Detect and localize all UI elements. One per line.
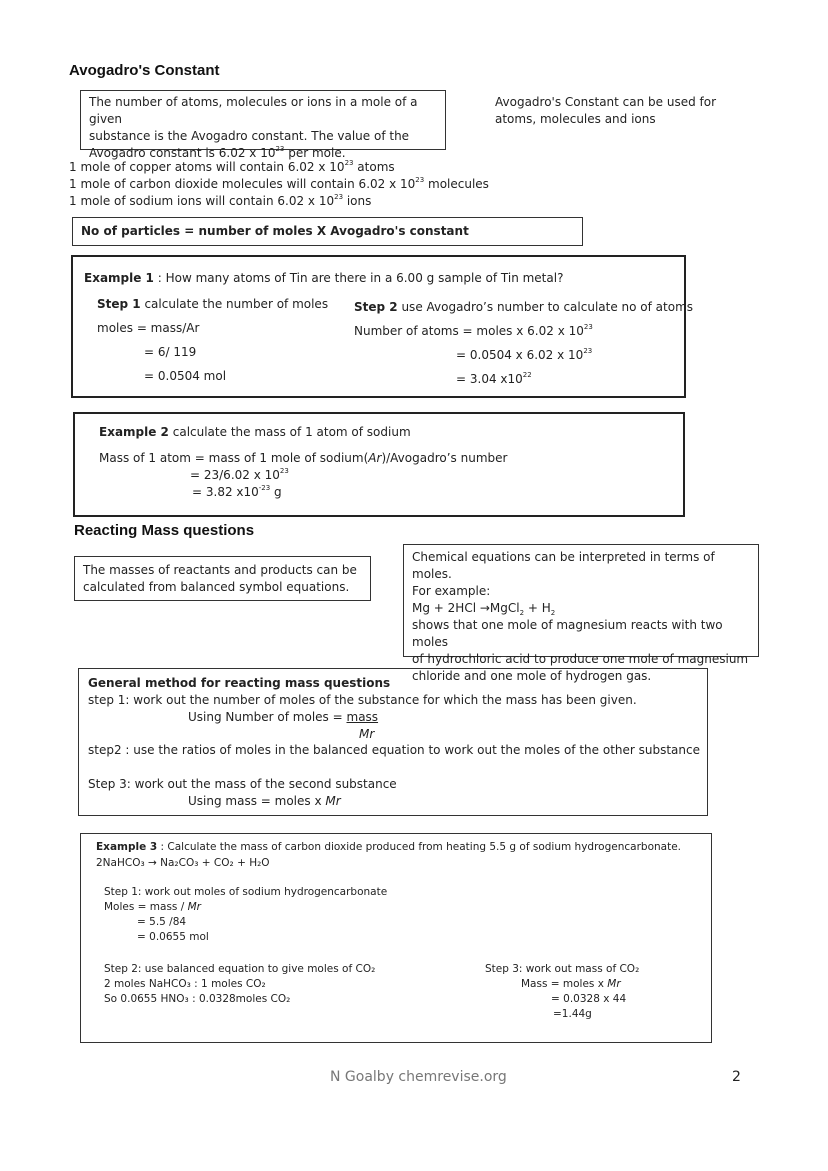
chem-line-4: shows that one mole of magnesium reacts with two moles [412,618,723,649]
particles-formula: No of particles = number of moles X Avogadro's constant [81,224,469,238]
general-step-1: step 1: work out the number of moles of the substance for which the mass has been given. [88,693,637,707]
example-1-step-2: Step 2 use Avogadro’s number to calculate no of atoms [354,300,694,314]
masses-line-2: calculated from balanced symbol equations. [83,580,350,594]
masses-box [74,556,371,601]
general-step-2: step2 : use the ratios of moles in the balanced equation to work out the moles of the other substance [88,743,700,757]
definition-box [80,90,446,160]
chem-line-5: of hydrochloric acid to produce one mole of magnesium [412,652,749,666]
chem-line-2: For example: [412,584,491,598]
example-3-box [80,833,712,1043]
formula-box [72,217,583,246]
example-3-calc-3: = 0.0328 x 44 [551,993,627,1005]
example-3-mass-eq: Mass = moles x Mr [521,978,621,990]
example-3-step-1: Step 1: work out moles of sodium hydrogencarbonate [104,886,388,898]
chem-equation: Mg + 2HCl →MgCl2 + H2 [412,601,556,617]
example-3-title: Example 3 : Calculate the mass of carbon dioxide produced from heating 5.5 g of sodium hydrogencarbonate. [96,841,681,853]
example-1-question: Example 1 : How many atoms of Tin are there in a 6.00 g sample of Tin metal? [84,271,564,285]
side-note-line-2: atoms, molecules and ions [495,112,656,126]
example-3-ratio: 2 moles NaHCO₃ : 1 moles CO₂ [104,978,266,990]
masses-line-1: The masses of reactants and products can be [83,563,357,577]
side-note-line-1: Avogadro's Constant can be used for [495,95,717,109]
general-using-moles: Using Number of moles = mass [188,710,379,724]
general-step-3: Step 3: work out the mass of the second substance [88,777,397,791]
mole-line-sodium: 1 mole of sodium ions will contain 6.02 x $10^{23}$ ions [69,193,372,208]
example-3-calc-1: = 5.5 /84 [137,916,187,928]
definition-line-1: The number of atoms, molecules or ions in a mole of a given [89,95,418,126]
section-heading-reacting-mass: Reacting Mass questions [74,522,255,539]
mole-examples [69,159,489,210]
definition-line-3: Avogadro constant is 6.02 x $10^{23}$ per mole. [89,145,346,160]
example-1-moles-equation: moles = mass/Ar [97,321,200,335]
chem-line-1: Chemical equations can be interpreted in terms of moles. [412,550,715,581]
general-mr: Mr [359,727,375,741]
example-1-step-1: Step 1 calculate the number of moles [97,297,329,311]
footer-credit: N Goalby chemrevise.org [330,1069,507,1085]
chemical-equations-box [403,544,759,683]
section-heading-avogadro: Avogadro's Constant [69,62,220,79]
general-using-mass: Using mass = moles x Mr [188,794,341,808]
general-method-box [78,668,708,816]
arrow-icon: → [479,601,490,615]
example-1-calc-3: = 0.0504 x 6.02 x $10^{23}$ [456,347,593,362]
mole-line-carbon-dioxide: 1 mole of carbon dioxide molecules will contain 6.02 x $10^{23}$ molecules [69,176,489,191]
example-2-title: Example 2 calculate the mass of 1 atom of sodium [99,425,411,439]
page-number: 2 [732,1069,741,1085]
example-2-box [73,412,685,517]
example-2-line-3: = 3.82 $x10^{-23}$ g [192,484,282,499]
example-2-line-2: = 23/6.02 x $10^{23}$ [190,467,289,482]
example-2-line-1: Mass of 1 atom = mass of 1 mole of sodium(Ar)/Avogadro’s number [99,451,508,465]
example-3-moles-eq: Moles = mass / Mr [104,901,202,913]
side-note [495,94,716,128]
mole-line-copper: 1 mole of copper atoms will contain 6.02 x $10^{23}$ atoms [69,159,395,174]
example-3-ratio-result: So 0.0655 HNO₃ : 0.0328moles CO₂ [104,993,291,1005]
example-1-box [71,255,694,398]
example-3-calc-2: = 0.0655 mol [137,931,209,943]
example-1-atoms-equation: Number of atoms = moles x 6.02 x $10^{23}$ [354,323,593,338]
definition-line-2: substance is the Avogadro constant. The value of the [89,129,410,143]
chem-line-6: chloride and one mole of hydrogen gas. [412,669,652,683]
example-3-step-2: Step 2: use balanced equation to give moles of CO₂ [104,963,376,975]
example-1-calc-4: = 3.04 $x10^{22}$ [456,371,532,386]
example-3-equation: 2NaHCO₃ → Na₂CO₃ + CO₂ + H₂O [96,857,270,869]
example-3-result: =1.44g [553,1008,592,1020]
example-1-calc-2: = 0.0504 mol [144,369,227,383]
general-method-title: General method for reacting mass questions [88,676,391,690]
example-3-step-3: Step 3: work out mass of CO₂ [485,963,640,975]
example-1-calc-1: = 6/ 119 [144,345,197,359]
